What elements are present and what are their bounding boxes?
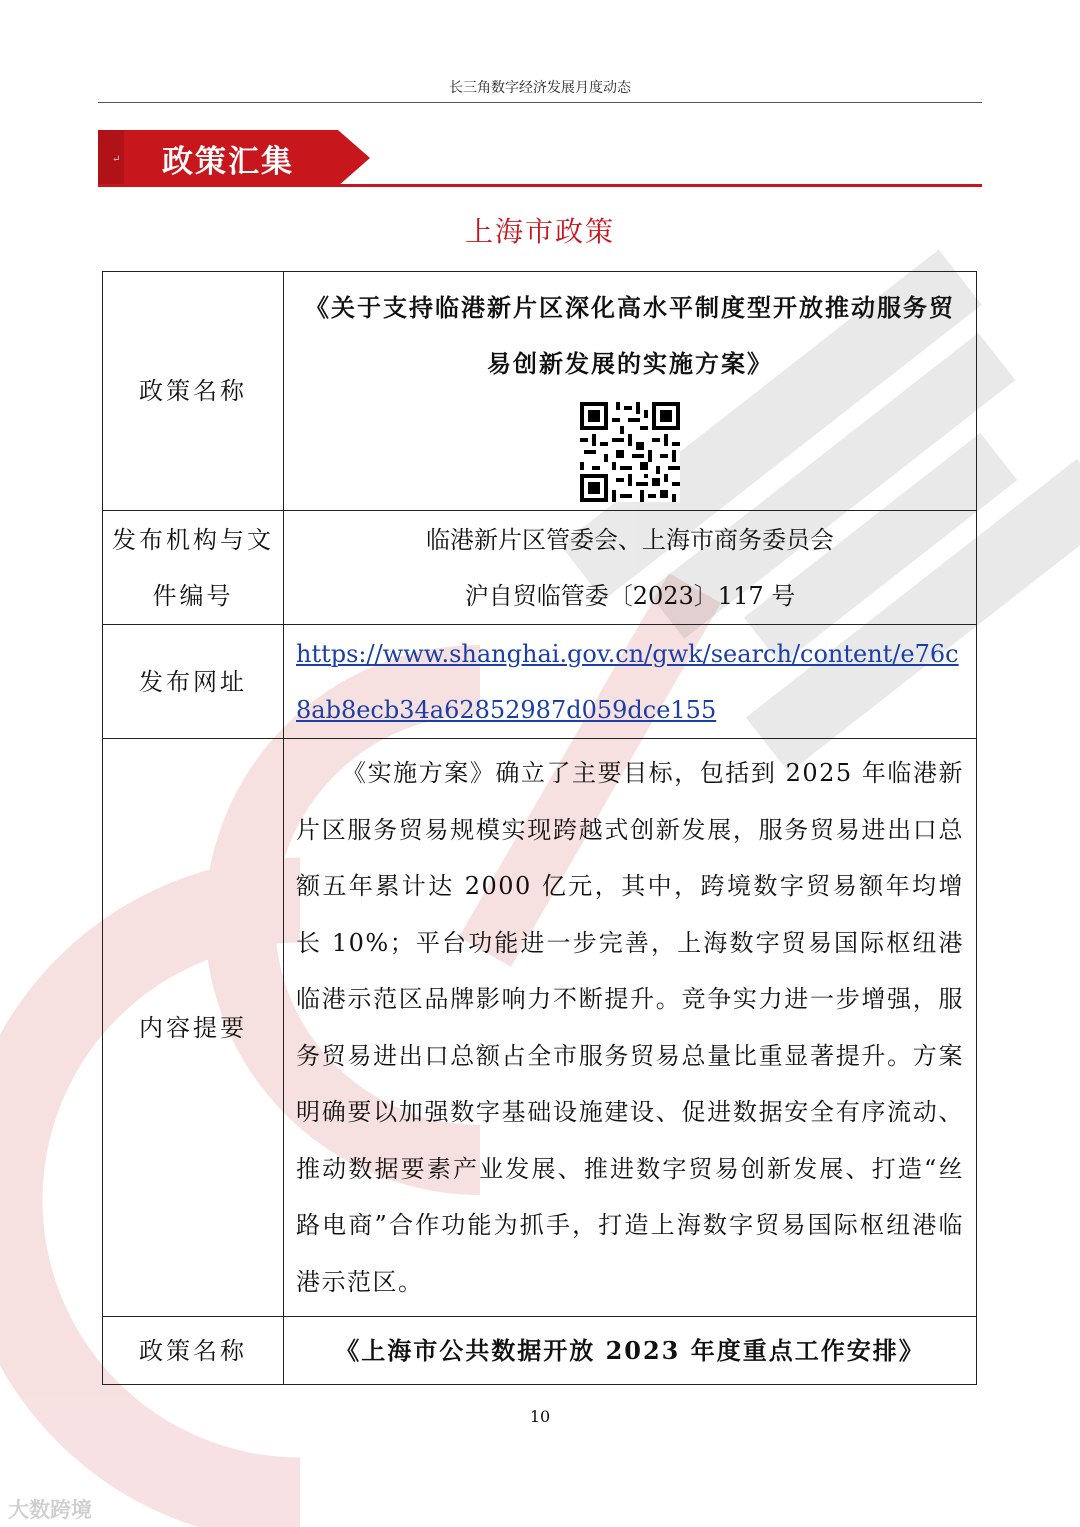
policy-title: 《上海市公共数据开放 2023 年度重点工作安排》 [335, 1335, 925, 1365]
row-label: 政策名称 [103, 1317, 284, 1385]
paragraph-mark: ↵ [112, 154, 121, 165]
policy-title-cell [284, 272, 977, 511]
row-label: 政策名称 [103, 272, 284, 511]
publish-url-link[interactable]: https://www.shanghai.gov.cn/gwk/search/content/e76c8ab8ecb34a62852987d059dce155 [296, 639, 959, 724]
document-number: 沪自贸临管委〔2023〕117 号 [464, 581, 796, 610]
footer-watermark-logo: 大数跨境 [8, 1498, 92, 1522]
row-label: 发布机构与文 件编号 [103, 511, 284, 625]
issuer-name: 临港新片区管委会、上海市商务委员会 [426, 525, 834, 554]
section-rule [98, 184, 982, 187]
policy-title-cell [284, 1317, 977, 1385]
running-header: 长三角数字经济发展月度动态 [98, 78, 982, 103]
table-row [103, 739, 977, 1317]
page-number: 10 [529, 1407, 551, 1426]
city-title: 上海市政策 [464, 215, 615, 248]
row-label: 发布网址 [103, 625, 284, 739]
section-banner [98, 130, 372, 186]
summary-text: 《实施方案》确立了主要目标，包括到 2025 年临港新片区服务贸易规模实现跨越式创新发展，服务贸易进出口总额五年累计达 2000 亿元，其中，跨境数字贸易额年均增长 10%；平台功能进一步完善，上海数字贸易国际枢纽港临港示范区品牌影响力不断提升。竞争实力进一步增强，服务贸易进出口总额占全市服务贸易总量比重显著提升。方案明确要以加强数字基础设施建设、促进数据安全有序流动、推动数据要素产业发展、推进数字贸易创新发展、打造“丝路电商”合作功能为抓手，打造上海数字贸易国际枢纽港临港示范区。 [296, 759, 964, 1296]
section-title: 政策汇集 [162, 144, 294, 180]
table-row [103, 511, 977, 625]
policy-title: 《关于支持临港新片区深化高水平制度型开放推动服务贸 易创新发展的实施方案》 [305, 293, 955, 378]
summary-cell [284, 739, 977, 1317]
table-row [103, 625, 977, 739]
qr-code [284, 392, 976, 510]
table-row [103, 1317, 977, 1385]
row-label: 内容提要 [103, 739, 284, 1317]
policy-table [102, 271, 977, 1385]
table-row [103, 272, 977, 511]
url-cell [284, 625, 977, 739]
issuer-cell [284, 511, 977, 625]
qr-code-icon [580, 402, 680, 502]
